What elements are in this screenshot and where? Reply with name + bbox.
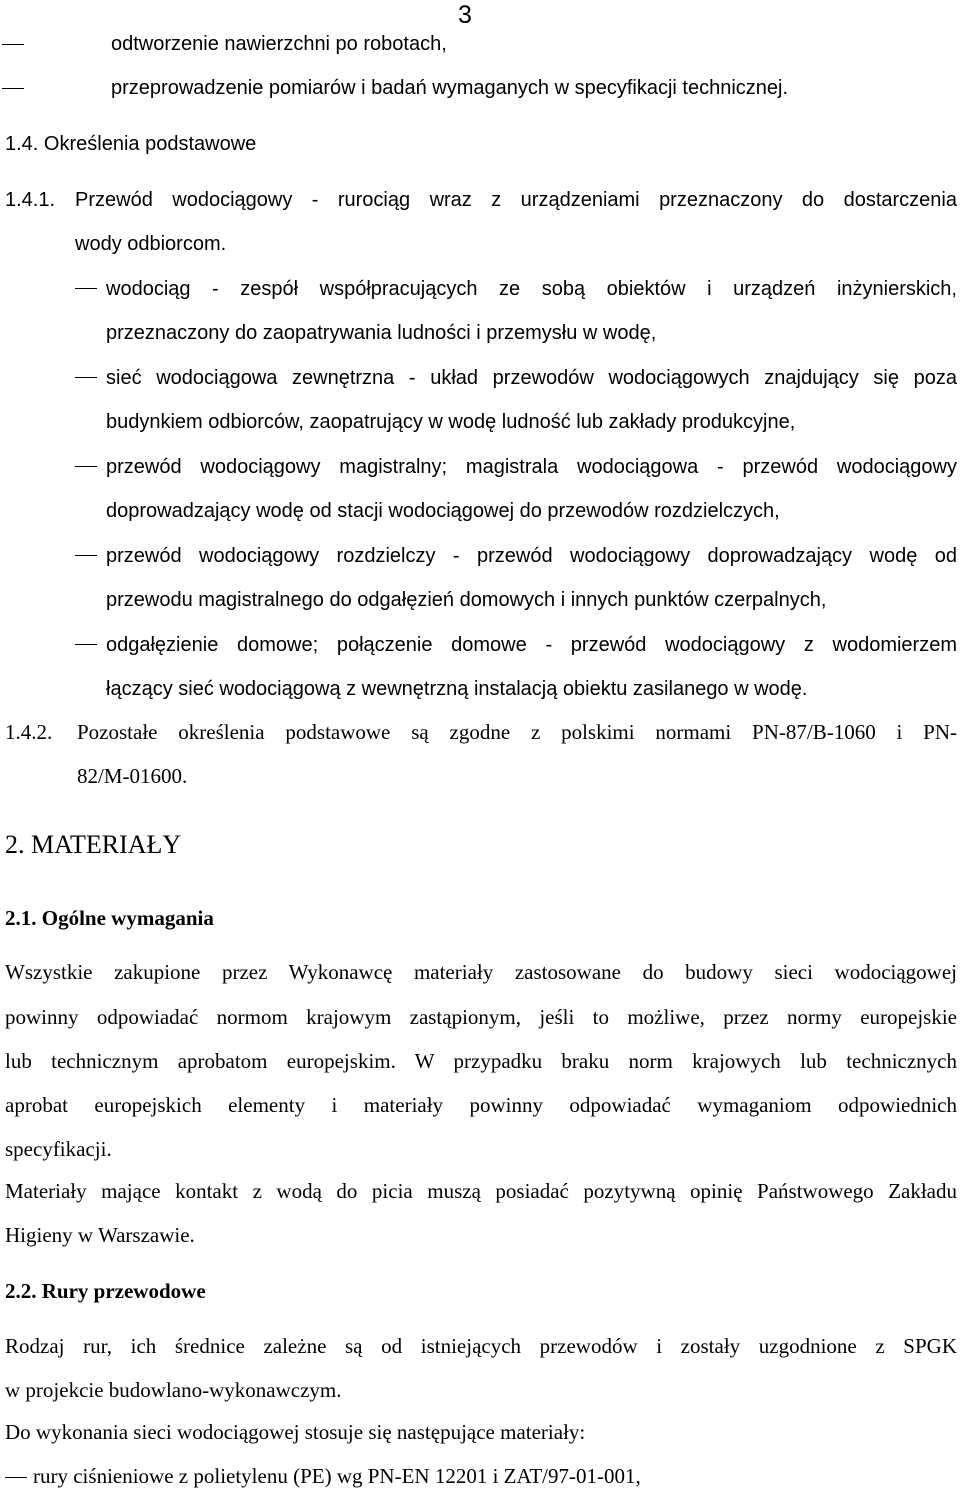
definition-2-line-1: sieć wodociągowa zewnętrzna - układ przewodów wodociągowych znajdujący się poza xyxy=(106,367,957,389)
definition-5-line-1: odgałęzienie domowe; połączenie domowe - przewód wodociągowy z wodomierzem xyxy=(106,634,957,656)
definition-3-line-2: doprowadzający wodę od stacji wodociągowej do przewodów rozdzielczych, xyxy=(106,500,780,522)
dash-icon xyxy=(75,644,97,645)
section-2-2-para-2: Do wykonania sieci wodociągowej stosuje się następujące materiały: xyxy=(5,1420,586,1444)
section-2-1-para-2-line-1: Materiały mające kontakt z wodą do picia muszą posiadać pozytywną opinię Państwowego Zakładu xyxy=(5,1179,957,1203)
section-heading-2-2: 2.2. Rury przewodowe xyxy=(5,1279,206,1303)
dash-icon xyxy=(75,466,97,467)
chapter-heading: 2. MATERIAŁY xyxy=(5,830,182,859)
definition-2-line-2: budynkiem odbiorców, zaopatrujący w wodę ludność lub zakłady produkcyjne, xyxy=(106,411,796,433)
dash-icon xyxy=(75,288,97,289)
section-2-1-para-1-line-3: lub technicznym aprobatom europejskim. W przypadku braku norm krajowych lub technicznych xyxy=(5,1049,957,1073)
definition-5-line-2: łączący sieć wodociągową z wewnętrzną instalacją obiektu zasilanego w wodę. xyxy=(106,678,808,700)
dash-icon xyxy=(5,1477,27,1478)
section-2-1-para-1-line-2: powinny odpowiadać normom krajowym zastąpionym, jeśli to możliwe, przez normy europejskie xyxy=(5,1005,957,1029)
bullet-top-2: przeprowadzenie pomiarów i badań wymaganych w specyfikacji technicznej. xyxy=(111,77,789,99)
dash-icon xyxy=(2,44,24,45)
section-2-1-para-1-line-1: Wszystkie zakupione przez Wykonawcę materiały zastosowane do budowy sieci wodociągowej xyxy=(5,960,957,984)
section-title: Określenia podstawowe xyxy=(43,133,257,155)
definition-4-line-2: przewodu magistralnego do odgałęzień domowych i innych punktów czerpalnych, xyxy=(106,589,827,611)
item-text-1-4-1-cont: wody odbiorcom. xyxy=(75,233,227,255)
dash-icon xyxy=(75,555,97,556)
item-text-1-4-1: Przewód wodociągowy - rurociąg wraz z urządzeniami przeznaczony do dostarczenia xyxy=(75,189,957,211)
section-2-2-para-1-line-2: w projekcie budowlano-wykonawczym. xyxy=(5,1378,342,1402)
bullet-top-1: odtworzenie nawierzchni po robotach, xyxy=(111,33,447,55)
section-2-1-para-2-line-2: Higieny w Warszawie. xyxy=(5,1223,195,1247)
section-heading-2-1: 2.1. Ogólne wymagania xyxy=(5,906,214,930)
section-number: 1.4. xyxy=(5,133,39,155)
page-number: 3 xyxy=(458,1,472,29)
dash-icon xyxy=(75,377,97,378)
definition-4-line-1: przewód wodociągowy rozdzielczy - przewód wodociągowy doprowadzający wodę od xyxy=(106,545,957,567)
item-number-1-4-2: 1.4.2. xyxy=(5,720,53,744)
definition-3-line-1: przewód wodociągowy magistralny; magistrala wodociągowa - przewód wodociągowy xyxy=(106,456,957,478)
materials-bullet-1: rury ciśnieniowe z polietylenu (PE) wg PN-EN 12201 i ZAT/97-01-001, xyxy=(33,1464,641,1488)
item-text-1-4-2: Pozostałe określenia podstawowe są zgodne z polskimi normami PN-87/B-1060 i PN- xyxy=(77,720,957,744)
item-text-1-4-2-cont: 82/M-01600. xyxy=(77,764,188,788)
item-number-1-4-1: 1.4.1. xyxy=(5,189,56,211)
dash-icon xyxy=(2,88,24,89)
section-2-1-para-1-line-4: aprobat europejskich elementy i materiały powinny odpowiadać wymaganiom odpowiednich xyxy=(5,1093,957,1117)
section-2-1-para-1-line-5: specyfikacji. xyxy=(5,1137,112,1161)
section-heading-1-4 xyxy=(5,134,256,154)
definition-1-line-1: wodociąg - zespół współpracujących ze sobą obiektów i urządzeń inżynierskich, xyxy=(106,278,957,300)
definition-1-line-2: przeznaczony do zaopatrywania ludności i przemysłu w wodę, xyxy=(106,322,657,344)
section-2-2-para-1-line-1: Rodzaj rur, ich średnice zależne są od istniejących przewodów i zostały uzgodnione z SPGK xyxy=(5,1334,957,1358)
